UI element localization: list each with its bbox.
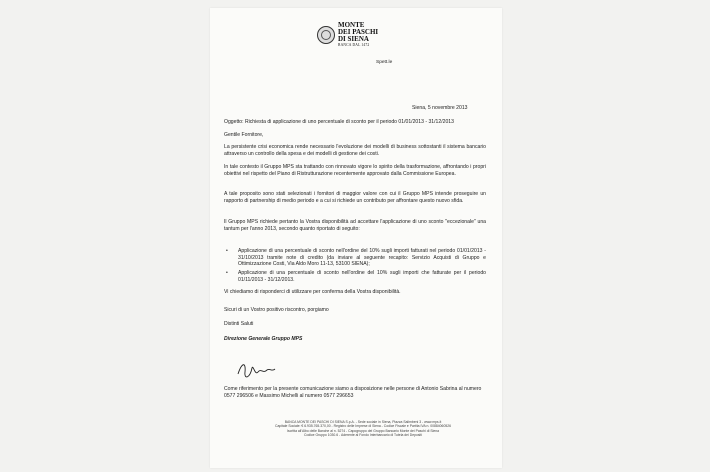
subject-line: Oggetto: Richiesta di applicazione di uno percentuale di sconto per il periodo 01/01/2013 - 31/12/2013	[224, 119, 454, 125]
logo-line-2: DEI PASCHI	[338, 28, 379, 36]
paragraph-1: La persistente crisi economica rende necessario l'evoluzione dei modelli di business sottostanti il sistema bancario attraverso un controllo della spesa e dei modelli di gestione dei costi.	[224, 144, 486, 157]
contact-note: Come riferimento per la presente comunicazione siamo a disposizione nelle persone di Antonio Sabrina al numero 0577 296506 e Massimo Michelli al numero 0577 296653	[224, 386, 482, 399]
letter-page	[210, 8, 502, 468]
bullet-item-1: Applicazione di una percentuale di sconto nell'ordine del 10% sugli importi fatturati nel periodo 01/01/2013 - 31/10/2013 tramite note di credito (da inviare al seguente recapito: Servizio Acquisti di Gruppo e Ottimizzazione Costi, Via Aldo Moro 11-13, 53100 SIENA);	[238, 248, 486, 268]
request-line: Vi chiediamo di risponderci di utilizzare per conferma della Vostra disponibilità.	[224, 289, 401, 295]
bullet-marker: •	[226, 248, 228, 254]
signatory: Direzione Generale Gruppo MPS	[224, 336, 303, 342]
handwritten-signature	[236, 360, 276, 382]
closing: Distinti Saluti	[224, 321, 254, 327]
bullet-marker: •	[226, 270, 228, 276]
paragraph-4: Il Gruppo MPS richiede pertanto la Vostra disponibilità ad accettare l'applicazione di uno sconto "eccezionale" una tantum per l'anno 2013, secondo quanto riportato di seguito:	[224, 219, 486, 232]
footer-line: Codice Gruppo 1030.6 - Aderente al Fondo Interbancario di Tutela dei Depositi	[304, 433, 422, 438]
bank-logo	[317, 22, 378, 47]
salutation: Gentile Fornitore,	[224, 132, 264, 138]
paragraph-2: In tale contesto il Gruppo MPS sta trattando con rinnovato vigore lo spirito della trasformazione, affrontando i propri obiettivi nel rispetto del Piano di Ristrutturazione recentemente approvato dalla Commissione Europea.	[224, 164, 486, 177]
seal-icon	[317, 26, 335, 44]
bullet-item-2: Applicazione di una percentuale di sconto nell'ordine del 10% sugli importi che fatturate per il periodo 01/11/2013 - 31/12/2013.	[238, 270, 486, 283]
paragraph-3: A tale proposito sono stati selezionati i fornitori di maggior valore con cui il Gruppo MPS intende proseguire un rapporto di partnership di medio periodo e a cui si richiede un contributo per affrontare questo nuovo sfida.	[224, 191, 486, 204]
footer-line: Capitale Sociale: € 6.935.765.370,00 - Registro delle Imprese di Siena - Codice Fiscale e Partita IVA n. 00884060526	[275, 424, 451, 429]
footer-line: Iscritta all'Albo delle Banche al n. 5274 - Capogruppo del Gruppo Bancario Monte dei Paschi di Siena	[286, 428, 439, 433]
logo-subtitle: BANCA DAL 1472	[338, 43, 370, 47]
logo-line-3: DI SIENA	[338, 35, 369, 43]
thanks-line: Sicuri di un Vostro positivo riscontro, porgiamo	[224, 307, 329, 313]
letter-date: Siena, 5 novembre 2013	[412, 105, 468, 111]
footer-line: BANCA MONTE DEI PASCHI DI SIENA S.p.A. - Sede sociale in Siena, Piazza Salimbeni 3 - www.mps.it	[284, 420, 442, 424]
recipient: Spett.le	[376, 60, 393, 65]
logo-line-1: MONTE	[338, 21, 365, 29]
letter-footer	[258, 420, 468, 438]
